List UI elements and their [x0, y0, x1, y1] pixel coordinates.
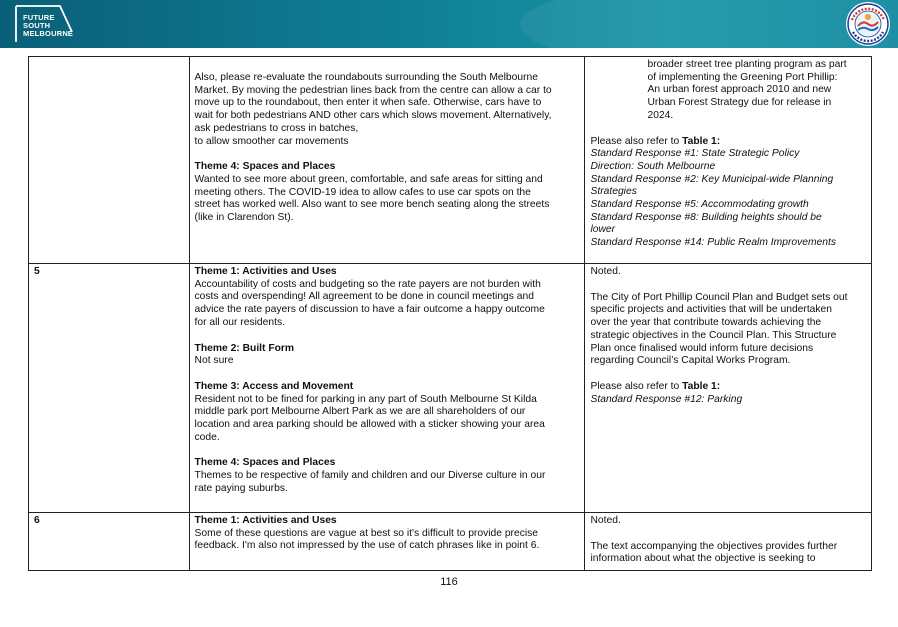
response-line: The text accompanying the objectives provides further	[590, 540, 838, 552]
standard-response: Standard Response #14: Public Realm Improvements	[590, 237, 837, 249]
logo-line-2: SOUTH	[23, 21, 51, 30]
feedback-line: meeting others. The COVID-19 idea to allow cafes to use car spots on the	[194, 186, 531, 198]
feedback-line: Also, please re-evaluate the roundabouts surrounding the South Melbourne	[194, 72, 538, 83]
response-cell	[585, 57, 872, 264]
theme-heading: Theme 4: Spaces and Places	[194, 161, 336, 173]
row-id-cell	[29, 57, 190, 264]
feedback-cell	[189, 57, 585, 264]
response-line: strategic objectives in the Council Plan. This Structure	[590, 329, 837, 341]
feedback-line: ask pedestrians to cross in batches,	[194, 122, 359, 134]
feedback-line: code.	[194, 431, 220, 443]
theme-heading: Theme 4: Spaces and Places	[194, 457, 336, 469]
feedback-line: move up to the roundabout, then enter it when safe. Otherwise, cars have to	[194, 97, 542, 109]
city-of-port-phillip-seal	[846, 2, 890, 46]
table-row	[29, 57, 872, 264]
feedback-line: rate paying suburbs.	[194, 482, 288, 494]
noted-text: Noted.	[590, 266, 621, 277]
standard-response: Standard Response #2: Key Municipal-wide Planning	[590, 173, 834, 185]
theme-heading: Theme 2: Built Form	[194, 342, 295, 354]
feedback-cell	[189, 513, 585, 571]
row-id-cell: 5	[29, 264, 190, 513]
refer-prefix: Please also refer to	[590, 135, 683, 147]
standard-response: Strategies	[590, 186, 637, 198]
response-line: broader street tree planting program as part	[647, 59, 847, 70]
noted-text: Noted.	[590, 515, 621, 526]
response-line: Urban Forest Strategy due for release in	[647, 97, 832, 109]
feedback-table	[28, 56, 872, 571]
feedback-line: Market. By moving the pedestrian lines back from the centre can allow a car to	[194, 84, 552, 96]
response-line: The City of Port Phillip Council Plan and Budget sets out	[590, 291, 848, 303]
feedback-line: for all our residents.	[194, 316, 285, 328]
response-line: 2024.	[647, 109, 674, 121]
feedback-cell	[189, 264, 585, 513]
standard-response: Direction: South Melbourne	[590, 160, 716, 172]
feedback-line: advice the rate payers of discussion to have a fair outcome a happy outcome	[194, 304, 545, 316]
standard-response: Standard Response #5: Accommodating growth	[590, 199, 809, 211]
response-line: over the year that contribute towards achieving the	[590, 317, 822, 329]
standard-response: lower	[590, 224, 616, 236]
logo-line-3: MELBOURNE	[23, 29, 74, 38]
feedback-line: Wanted to see more about green, comfortable, and safe areas for sitting and	[194, 173, 543, 185]
feedback-line: to allow smoother car movements	[194, 135, 349, 147]
feedback-line: (like in Clarendon St).	[194, 212, 294, 224]
row-id-cell: 6	[29, 513, 190, 571]
theme-heading: Theme 1: Activities and Uses	[194, 515, 337, 526]
table-row	[29, 264, 872, 513]
response-cell	[585, 513, 872, 571]
feedback-line: Not sure	[194, 355, 234, 367]
feedback-line: costs and overspending! All agreement to be done in council meetings and	[194, 291, 534, 303]
table-row	[29, 513, 872, 571]
response-line: information about what the objective is seeking to	[590, 553, 816, 565]
refer-line	[590, 136, 866, 149]
standard-response: Standard Response #12: Parking	[590, 393, 743, 405]
header-swoosh	[520, 0, 898, 48]
feedback-line: location and area parking should be allowed with a sticker showing your area	[194, 419, 545, 431]
logo-line-1: FUTURE	[23, 13, 55, 22]
page-number: 116	[440, 576, 458, 588]
future-south-melbourne-logo	[10, 2, 90, 46]
response-line: of implementing the Greening Port Phillip:	[647, 71, 838, 83]
feedback-line: Some of these questions are vague at best so it's difficult to provide precise	[194, 527, 539, 539]
response-line: Plan once finalised would inform future decisions	[590, 342, 814, 354]
theme-heading: Theme 3: Access and Movement	[194, 380, 354, 392]
refer-table: Table 1:	[682, 135, 721, 147]
response-line: regarding Council’s Capital Works Program.	[590, 355, 791, 367]
refer-prefix: Please also refer to	[590, 380, 683, 392]
page-header	[0, 0, 898, 48]
refer-line	[590, 381, 866, 394]
response-line: specific projects and activities that will be undertaken	[590, 304, 833, 316]
feedback-line: Themes to be respective of family and children and our Diverse culture in our	[194, 470, 546, 482]
feedback-line: street has worked well. Also want to see more bench seating along the streets	[194, 199, 550, 211]
standard-response: Standard Response #1: State Strategic Policy	[590, 148, 800, 160]
feedback-line: middle park port Melbourne Albert Park as we are all shareholders of our	[194, 406, 526, 418]
response-cell	[585, 264, 872, 513]
theme-heading: Theme 1: Activities and Uses	[194, 266, 337, 277]
standard-response: Standard Response #8: Building heights should be	[590, 211, 822, 223]
response-line: An urban forest approach 2010 and new	[647, 84, 832, 96]
feedback-line: feedback. I'm also not impressed by the use of catch phrases like in point 6.	[194, 540, 540, 552]
feedback-line: wait for both pedestrians AND other cars which slows movement. Alternatively,	[194, 110, 552, 122]
feedback-line: Resident not to be fined for parking in any part of South Melbourne St Kilda	[194, 393, 537, 405]
feedback-line: Accountability of costs and budgeting so the rate payers are not burden with	[194, 278, 541, 290]
refer-table: Table 1:	[682, 380, 721, 392]
